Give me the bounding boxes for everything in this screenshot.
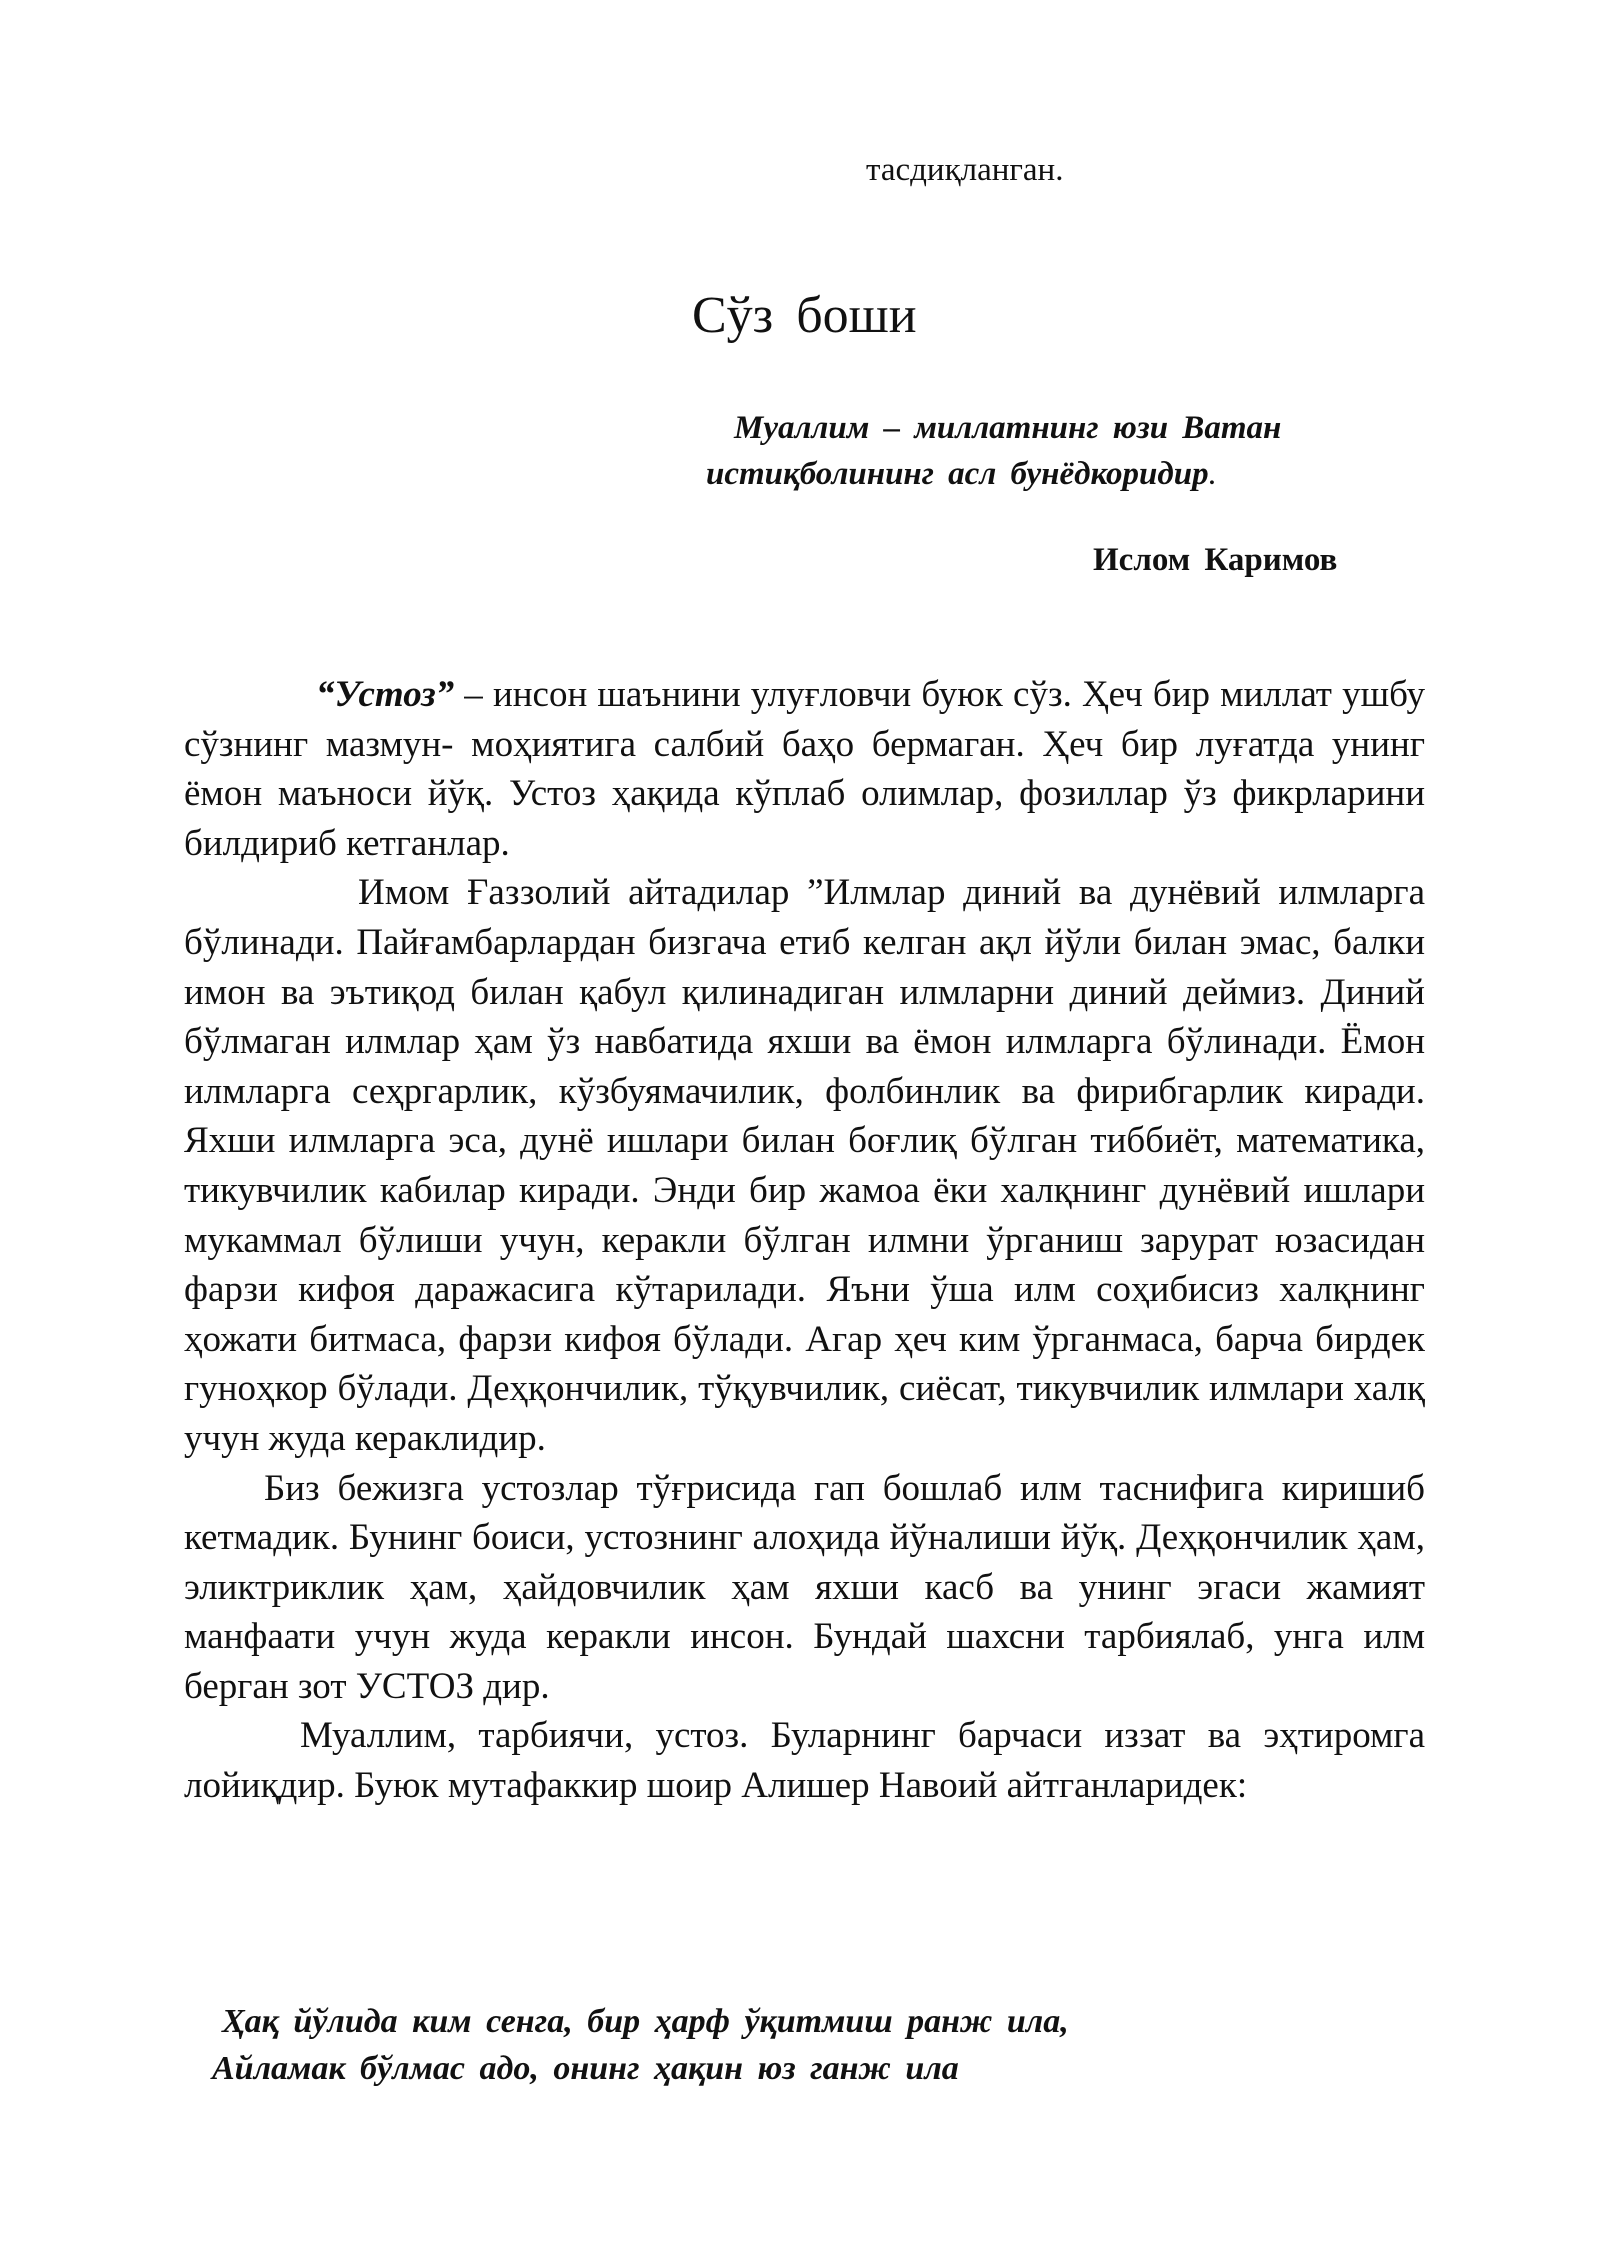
poem-quote	[212, 1998, 1069, 2092]
poem-line-2: Айламак бўлмас адо, онинг ҳақин юз ганж ила	[212, 2050, 959, 2087]
poem-line-1: Ҳақ йўлида ким сенга, бир ҳарф ўқитмиш ранж ила,	[222, 2003, 1069, 2040]
continued-text-fragment: тасдиқланган.	[866, 152, 1064, 188]
paragraph-1-text: – инсон шаънини улуғловчи буюк сўз. Ҳеч бир миллат ушбу сўзнинг мазмун- моҳиятига салбий баҳо бермаган. Ҳеч бир луғатда унинг ёмон маъноси йўқ. Устоз ҳақида кўплаб олимлар, фозиллар ўз фикрларини билдириб кетганлар.	[184, 674, 1425, 864]
paragraph-1-lead-word: “Устоз”	[316, 674, 455, 715]
paragraph-2: Имом Ғаззолий айтадилар ”Илмлар диний ва дунёвий илмларга бўлинади. Пайғамбарлардан бизгача етиб келган ақл йўли билан эмас, балки имон ва эътиқод билан қабул қилинадиган илмларни диний деймиз. Диний бўлмаган илмлар ҳам ўз навбатида яхши ва ёмон илмларга бўлинади. Ёмон илмларга сеҳргарлик, кўзбуямачилик, фолбинлик ва фирибгарлик киради. Яхши илмларга эса, дунё ишлари билан боғлиқ бўлган тиббиёт, математика, тикувчилик кабилар киради. Энди бир жамоа ёки халқнинг дунёвий ишлари мукаммал бўлиши учун, керакли бўлган илмни ўрганиш зарурат юзасидан фарзи кифоя даражасига кўтарилади. Яъни ўша илм соҳибисиз халқнинг ҳожати битмаса, фарзи кифоя бўлади. Агар ҳеч ким ўрганмаса, барча бирдек гуноҳкор бўлади. Деҳқончилик, тўқувчилик, сиёсат, тикувчилик илмлари халқ учун жуда кераклидир.	[184, 872, 1425, 1459]
epigraph-line-2-text: истиқболининг асл бунёдкоридир	[706, 456, 1209, 492]
epigraph-line-2	[706, 451, 1366, 497]
section-title: Сўз боши	[692, 287, 917, 344]
paragraph-3: Биз бежизга устозлар тўғрисида гап бошлаб илм таснифига киришиб кетмадик. Бунинг боиси, устознинг алоҳида йўналиши йўқ. Деҳқончилик ҳам, эликтриклик ҳам, ҳайдовчилик ҳам яхши касб ва унинг эгаси жамият манфаати учун жуда керакли инсон. Бундай шахсни тарбиялаб, унга илм берган зот УСТОЗ дир.	[184, 1467, 1425, 1707]
paragraph-1	[184, 670, 1425, 868]
epigraph-line-2-period: .	[1208, 456, 1217, 492]
epigraph-quote	[706, 405, 1366, 497]
paragraph-4: Муаллим, тарбиячи, устоз. Буларнинг барчаси иззат ва эҳтиромга лойиқдир. Буюк мутафаккир шоир Алишер Навоий айтганларидек:	[184, 1715, 1425, 1807]
epigraph-author: Ислом Каримов	[1093, 542, 1338, 578]
epigraph-line-1: Муаллим – миллатнинг юзи Ватан	[734, 410, 1282, 446]
body-text	[184, 670, 1425, 1811]
